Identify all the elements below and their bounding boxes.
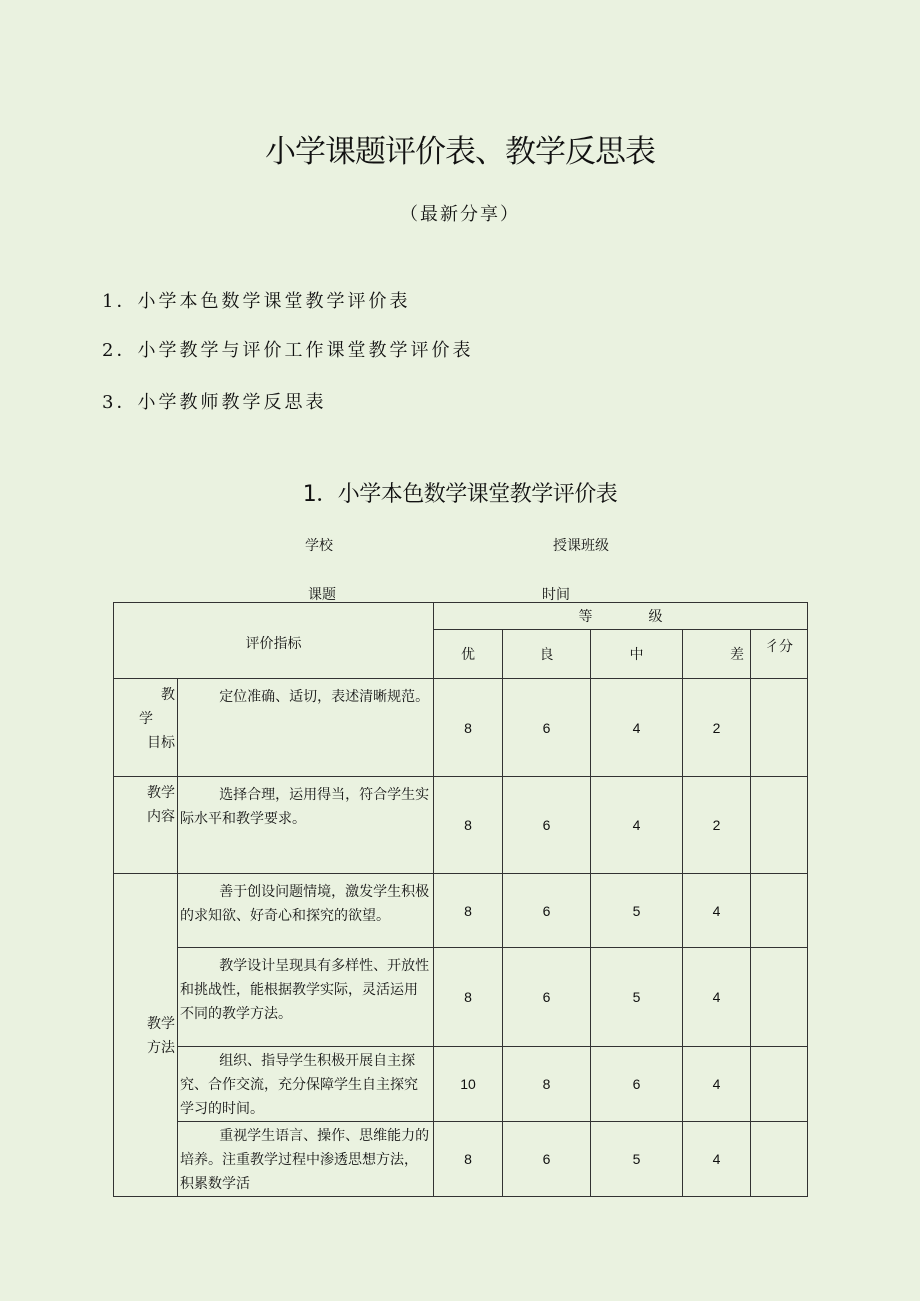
grade-medium-header: 中	[591, 630, 683, 679]
score-medium: 6	[591, 1047, 683, 1122]
score-good: 6	[503, 679, 591, 777]
table-row	[114, 874, 808, 948]
score-poor: 4	[683, 874, 751, 948]
school-label: 学校	[305, 538, 333, 554]
criterion-text: 选择合理，运用得当，符合学生实际水平和教学要求。	[178, 777, 434, 874]
score-good: 8	[503, 1047, 591, 1122]
table-row	[114, 777, 808, 874]
evaluation-table	[113, 602, 808, 1197]
score-input[interactable]	[751, 679, 808, 777]
toc-item-2: 2．小学教学与评价工作课堂教学评价表	[102, 340, 474, 361]
page-subtitle: （最新分享）	[400, 204, 520, 225]
score-excellent: 8	[434, 1122, 503, 1197]
criterion-text: 重视学生语言、操作、思维能力的培养。注重教学过程中渗透思想方法，积累数学活	[178, 1122, 434, 1197]
table-row	[114, 1122, 808, 1197]
time-label: 时间	[542, 587, 570, 603]
criterion-text: 组织、指导学生积极开展自主探究、合作交流，充分保障学生自主探究学习的时间。	[178, 1047, 434, 1122]
score-poor: 4	[683, 948, 751, 1047]
grade-header: 等 级	[434, 603, 808, 630]
page-title: 小学课题评价表、教学反思表	[265, 134, 655, 170]
toc-item-3: 3．小学教师教学反思表	[102, 392, 327, 413]
class-label: 授课班级	[553, 538, 609, 554]
score-medium: 5	[591, 1122, 683, 1197]
score-good: 6	[503, 777, 591, 874]
category-content: 教学 内容	[114, 777, 178, 874]
score-input[interactable]	[751, 777, 808, 874]
score-poor: 4	[683, 1047, 751, 1122]
grade-good-header: 良	[503, 630, 591, 679]
table-row	[114, 1047, 808, 1122]
criterion-text: 善于创设问题情境，激发学生积极的求知欲、好奇心和探究的欲望。	[178, 874, 434, 948]
score-input[interactable]	[751, 948, 808, 1047]
score-poor: 2	[683, 679, 751, 777]
grade-poor-header: 差	[683, 630, 751, 679]
score-excellent: 8	[434, 679, 503, 777]
table-row	[114, 948, 808, 1047]
score-medium: 5	[591, 874, 683, 948]
score-medium: 4	[591, 777, 683, 874]
score-header: 彳分	[751, 630, 808, 679]
table-row	[114, 679, 808, 777]
criterion-text: 定位准确、适切，表述清晰规范。	[178, 679, 434, 777]
score-good: 6	[503, 1122, 591, 1197]
category-method: 教学 方法	[114, 874, 178, 1197]
toc-item-1: 1．小学本色数学课堂教学评价表	[102, 291, 411, 312]
topic-label: 课题	[308, 587, 336, 603]
score-excellent: 8	[434, 874, 503, 948]
indicator-header: 评价指标	[114, 603, 434, 679]
category-objective: 教 学 目标	[114, 679, 178, 777]
score-excellent: 8	[434, 777, 503, 874]
criterion-text: 教学设计呈现具有多样性、开放性和挑战性，能根据教学实际，灵活运用不同的教学方法。	[178, 948, 434, 1047]
score-good: 6	[503, 874, 591, 948]
score-input[interactable]	[751, 1122, 808, 1197]
score-good: 6	[503, 948, 591, 1047]
score-medium: 4	[591, 679, 683, 777]
score-poor: 2	[683, 777, 751, 874]
grade-excellent-header: 优	[434, 630, 503, 679]
score-excellent: 8	[434, 948, 503, 1047]
score-input[interactable]	[751, 1047, 808, 1122]
score-input[interactable]	[751, 874, 808, 948]
score-poor: 4	[683, 1122, 751, 1197]
score-excellent: 10	[434, 1047, 503, 1122]
score-medium: 5	[591, 948, 683, 1047]
section-title: 1．小学本色数学课堂教学评价表	[302, 482, 618, 507]
